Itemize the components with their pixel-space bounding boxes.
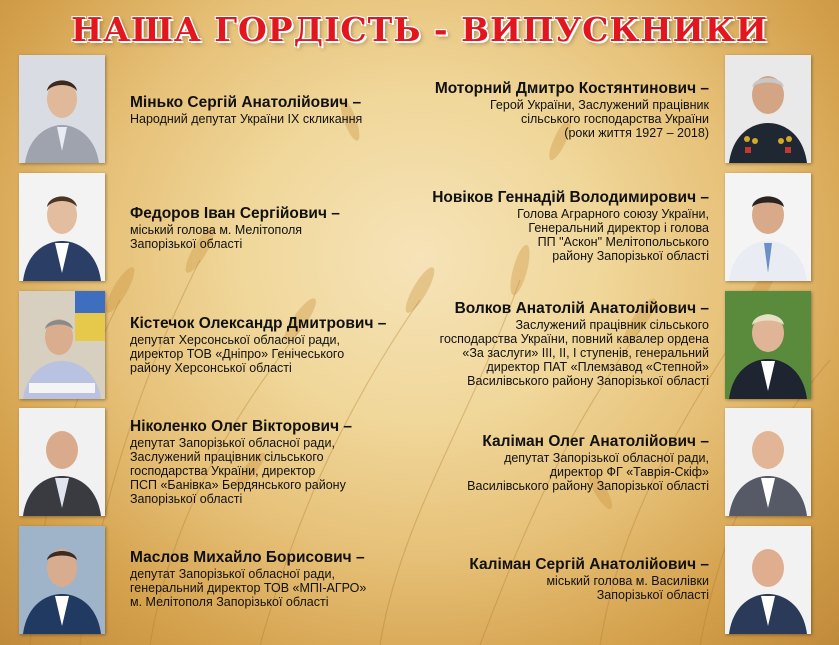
portrait-photo-kaliman-serhii: [725, 526, 811, 634]
graduate-entry-right-5: [469, 556, 709, 602]
portrait-photo-fedorov: [19, 173, 105, 281]
graduate-description: директор ПАТ «Племзавод «Степной»: [486, 360, 709, 374]
graduate-description: Заслужений працівник сільського: [130, 450, 324, 464]
graduate-entry-left-2: [130, 205, 340, 251]
graduate-entry-right-4: [467, 433, 709, 493]
graduate-entry-right-3: [440, 300, 709, 388]
graduate-entry-left-4: [130, 418, 352, 506]
graduate-description: сільського господарства України: [520, 112, 709, 126]
portrait-photo-kaliman-oleh: [725, 408, 811, 516]
graduate-description: ПП "Аскон" Мелітопольського: [537, 235, 709, 249]
graduate-description: директор ФГ «Таврія-Скіф»: [549, 465, 709, 479]
graduate-description: депутат Херсонської обласної ради,: [130, 333, 340, 347]
graduate-description: Запорізької області: [596, 588, 709, 602]
portrait-photo-kistechok: [19, 291, 105, 399]
graduate-description: депутат Запорізької обласної ради,: [504, 451, 709, 465]
graduate-name: Новіков Геннадій Володимирович –: [432, 189, 709, 206]
graduate-description: господарства України, повний кавалер ордена: [439, 332, 709, 346]
graduate-description: міський голова м. Василівки: [546, 574, 709, 588]
graduate-name: Ніколенко Олег Вікторович –: [130, 418, 352, 435]
graduate-description: Василівського району Запорізької області: [467, 479, 709, 493]
graduate-description: Запорізької області: [130, 237, 243, 251]
portrait-photo-volkov: [725, 291, 811, 399]
graduate-description: господарства України, директор: [130, 464, 316, 478]
graduate-entry-left-5: [130, 549, 366, 609]
portrait-photo-motornyi: [725, 55, 811, 163]
page-title: НАША ГОРДІСТЬ - ВИПУСКНИКИ: [71, 10, 768, 49]
graduate-entry-left-3: [130, 315, 386, 375]
graduate-description: м. Мелітополя Запорізької області: [130, 595, 329, 609]
graduate-description: Василівського району Запорізької області: [467, 374, 709, 388]
graduate-description: Народний депутат України IX скликання: [130, 112, 363, 126]
graduate-description: «За заслуги» III, II, I ступенів, генеральний: [462, 346, 709, 360]
graduate-entry-left-1: [130, 94, 362, 126]
graduate-description: депутат Запорізької обласної ради,: [130, 436, 335, 450]
graduate-description: Голова Аграрного союзу України,: [517, 207, 709, 221]
graduate-description: Запорізької області: [130, 492, 243, 506]
portrait-photo-maslov: [19, 526, 105, 634]
graduate-description: міський голова м. Мелітополя: [130, 223, 303, 237]
graduate-entry-right-1: [435, 80, 709, 140]
graduate-description: району Херсонської області: [130, 361, 292, 375]
graduate-entry-right-2: [432, 189, 709, 263]
graduate-name: Федоров Іван Сергійович –: [130, 205, 340, 222]
portrait-photo-nikolenko: [19, 408, 105, 516]
graduate-name: Моторний Дмитро Костянтинович –: [434, 80, 709, 97]
graduate-description: ПСП «Банівка» Бердянського району: [130, 478, 346, 492]
graduate-description: Заслужений працівник сільського: [515, 318, 709, 332]
graduate-description: Герой України, Заслужений працівник: [490, 98, 709, 112]
graduate-description: Генеральний директор і голова: [528, 221, 709, 235]
graduate-description: депутат Запорізької обласної ради,: [130, 567, 335, 581]
graduate-name: Маслов Михайло Борисович –: [130, 549, 365, 566]
graduate-description: генеральний директор ТОВ «МПІ-АГРО»: [130, 581, 367, 595]
graduate-description: директор ТОВ «Дніпро» Генічеського: [130, 347, 345, 361]
portrait-photo-minko: [19, 55, 105, 163]
portrait-photo-novikov: [725, 173, 811, 281]
graduate-name: Каліман Сергій Анатолійович –: [469, 556, 709, 573]
graduate-description: (роки життя 1927 – 2018): [564, 126, 709, 140]
graduate-name: Каліман Олег Анатолійович –: [482, 433, 709, 450]
graduate-description: району Запорізької області: [552, 249, 709, 263]
graduate-name: Мінько Сергій Анатолійович –: [130, 94, 362, 111]
graduate-name: Кістечок Олександр Дмитрович –: [130, 315, 387, 332]
graduate-name: Волков Анатолій Анатолійович –: [454, 300, 709, 317]
